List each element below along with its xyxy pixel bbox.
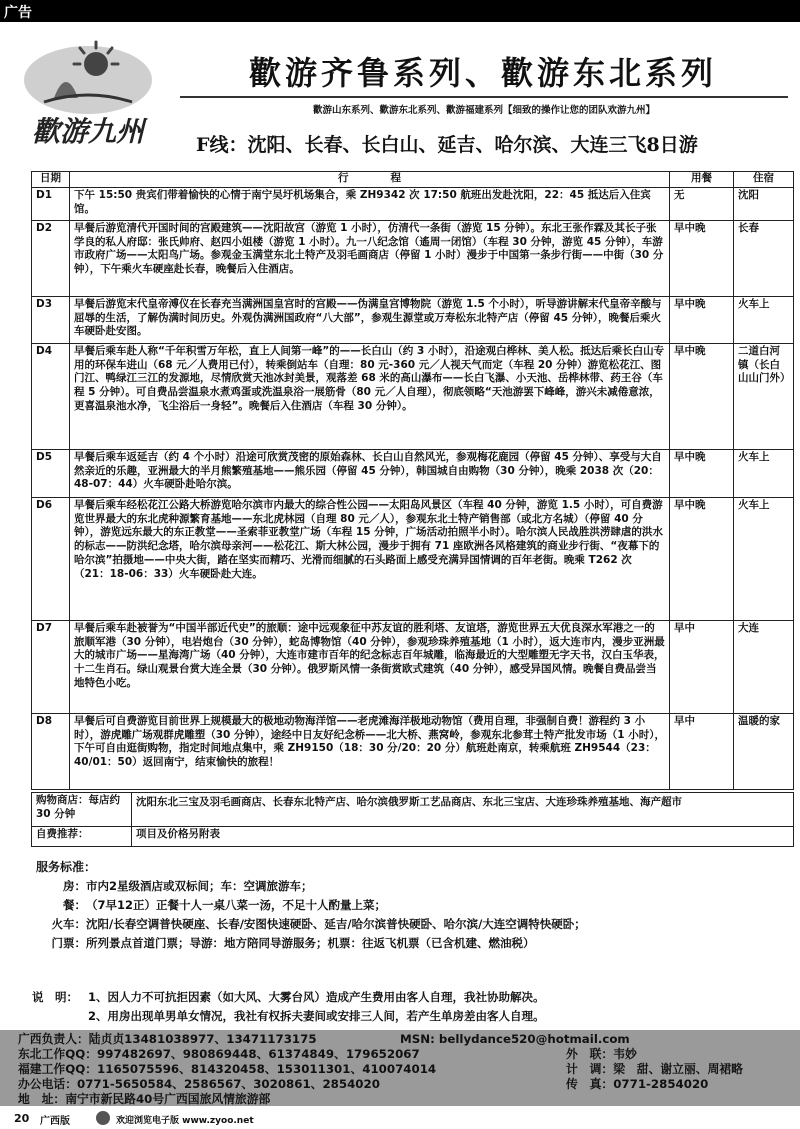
stay-cell: 火车上 — [734, 297, 794, 344]
stay-cell: 大连 — [734, 621, 794, 714]
service-value: 市内2星级酒店或双标间；车：空调旅游车； — [86, 879, 313, 893]
stay-cell: 火车上 — [734, 498, 794, 621]
contact-row — [18, 1032, 800, 1047]
optional-row — [32, 827, 794, 847]
services-heading: 服务标准： — [36, 860, 97, 874]
contact-right: MSN: bellydance520@hotmail.com — [400, 1032, 630, 1046]
notes — [32, 988, 792, 1026]
notes-label: 说 明： — [32, 990, 78, 1004]
meal-cell: 早中晚 — [670, 221, 734, 297]
contact-row — [18, 1077, 800, 1092]
stay-cell: 长春 — [734, 221, 794, 297]
website-link[interactable]: 欢迎浏览电子版 www.zyoo.net — [116, 1116, 254, 1126]
stay-cell: 二道白河镇（长白山山门外） — [734, 344, 794, 450]
itinerary-cell: 下午 15:50 贵宾们带着愉快的心情于南宁吴圩机场集合，乘 ZH9342 次 17:50 航班出发赴沈阳，22：45 抵达后入住宾馆。 — [70, 188, 670, 221]
contact-left: 办公电话：0771-5650584、2586567、3020861、2854020 — [18, 1077, 380, 1091]
sun-tree-icon — [14, 36, 162, 116]
day-cell: D5 — [32, 450, 70, 498]
edition-badge-icon — [96, 1111, 110, 1125]
meal-cell: 早中晚 — [670, 498, 734, 621]
itinerary-cell: 早餐后乘车返延吉（约 4 个小时）沿途可欣赏茂密的原始森林、长白山自然风光，参观梅花鹿园（停留 45 分钟）、享受与大自然亲近的乐趣，亚洲最大的半月熊繁殖基地——熊乐园（停留 45 分钟），韩国城自由购物（30 分钟），晚乘 2038 次（20：48-07：44）火车硬卧赴哈尔滨。 — [70, 450, 670, 498]
shops-row — [32, 793, 794, 827]
page-number: 20 — [14, 1112, 30, 1125]
service-item — [36, 896, 796, 915]
contact-block — [0, 1030, 800, 1106]
service-item — [36, 934, 796, 953]
meal-cell: 早中晚 — [670, 297, 734, 344]
contact-left: 东北工作QQ：997482697、980869448、61374849、179652067 — [18, 1047, 420, 1061]
itinerary-cell: 早餐后可自费游览目前世界上规模最大的极地动物海洋馆——老虎滩海洋极地动物馆（费用自理，非强制自费！游程约 3 小时），游虎雕广场观群虎雕塑（30 分钟），途经中日友好纪念桥——北大桥、燕窝岭，参观东北参茸土特产批发市场（1 小时），下午可自由逛街购物，指定时间地点集中，乘 ZH9150（18：30 分/20：20 分）航班赴南京，转乘航班 ZH9544（23：40/01：50）返回南宁，结束愉快的旅程！ — [70, 714, 670, 790]
service-item — [36, 915, 796, 934]
day-cell: D6 — [32, 498, 70, 621]
contact-row — [18, 1047, 800, 1062]
service-key: 房： — [63, 879, 86, 893]
meal-cell: 无 — [670, 188, 734, 221]
note-item — [32, 988, 792, 1007]
table-row — [32, 344, 794, 450]
optional-label: 自费推荐： — [32, 827, 132, 847]
main-title: 歡游齐鲁系列、歡游东北系列 — [248, 54, 717, 92]
page-footer — [0, 1108, 800, 1129]
table-row — [32, 221, 794, 297]
table-header-row — [32, 172, 794, 188]
stay-cell: 火车上 — [734, 450, 794, 498]
meal-cell: 早中晚 — [670, 344, 734, 450]
header-stay: 住宿 — [734, 172, 794, 188]
itinerary-cell: 早餐后乘车赴被誉为“中国半部近代史”的旅顺：途中远观象征中苏友谊的胜利塔、友谊塔，游览世界五大优良深水军港之一的旅顺军港（30 分钟），电岩炮台（30 分钟），蛇岛博物馆（40 分钟），参观珍珠养殖基地（1 小时），返大连市内，漫步亚洲最大的城市广场——星海湾广场（40 分钟），大连市建市百年的纪念标志百年城雕，临海最近的大型雕塑无字天书，汉白玉华表，十二生肖石。绿山观景台赏大连全景（30 分钟）。俄罗斯风情一条街赏欧式建筑（40 分钟），感受异国风情。晚餐自费品尝当地特色小吃。 — [70, 621, 670, 714]
route-title: F线：沈阳、长春、长白山、延吉、哈尔滨、大连三飞8日游 — [196, 134, 698, 156]
itinerary-cell: 早餐后游览末代皇帝溥仪在长春充当满洲国皇宫时的宫殿——伪满皇宫博物院（游览 1.5 个小时），听导游讲解末代皇帝辛酸与屈辱的生活，了解伪满时间历史。外观伪满洲国政府“八大部”，参观生源堂或万寿松东北特产店（停留 45 分钟），晚餐后乘火车硬卧赴安图。 — [70, 297, 670, 344]
note-item: 2、用房出现单男单女情况，我社有权拆夫妻间或安排三人间，若产生单房差由客人自理。 — [88, 1009, 545, 1023]
contact-right: 传 真：0771-2854020 — [566, 1077, 709, 1091]
table-row — [32, 621, 794, 714]
contact-right: 外 联：韦妙 — [566, 1047, 637, 1061]
shops-table — [31, 792, 794, 847]
day-cell: D3 — [32, 297, 70, 344]
header-meal: 用餐 — [670, 172, 734, 188]
table-row — [32, 450, 794, 498]
ad-tag-bar — [0, 0, 800, 22]
service-standards — [36, 858, 796, 953]
day-cell: D2 — [32, 221, 70, 297]
logo-text: 歡游九州 — [31, 115, 144, 148]
edition-label: 广西版 — [40, 1116, 70, 1127]
day-cell: D7 — [32, 621, 70, 714]
ad-tag-label: 广告 — [4, 5, 32, 21]
table-row — [32, 297, 794, 344]
table-row — [32, 188, 794, 221]
meal-cell: 早中 — [670, 621, 734, 714]
day-cell: D1 — [32, 188, 70, 221]
service-item — [36, 877, 796, 896]
day-cell: D4 — [32, 344, 70, 450]
shops-text: 沈阳东北三宝及羽毛画商店、长春东北特产店、哈尔滨俄罗斯工艺品商店、东北三宝店、大连珍珠养殖基地、海产超市 — [132, 793, 794, 827]
optional-text: 项目及价格另附表 — [132, 827, 794, 847]
header-itinerary: 行 程 — [70, 172, 670, 188]
service-key: 餐： — [63, 898, 86, 912]
contact-row — [18, 1062, 800, 1077]
contact-address: 地 址：南宁市新民路40号广西国旅风情旅游部 — [18, 1092, 271, 1106]
service-key: 火车： — [51, 917, 86, 931]
contact-right: 计 调：梁 甜、谢立丽、周裙略 — [566, 1062, 743, 1076]
logo — [14, 36, 162, 154]
stay-cell: 温暖的家 — [734, 714, 794, 790]
note-text: 1、因人力不可抗拒因素（如大风、大雾台风）造成产生费用由客人自理，我社协助解决。 — [88, 990, 545, 1004]
service-value: （7早12正）正餐十人一桌八菜一汤，不足十人酌量上菜； — [86, 898, 387, 912]
sub-title: 歡游山东系列、歡游东北系列、歡游福建系列【细致的操作让您的团队欢游九州】 — [312, 105, 655, 116]
table-row — [32, 498, 794, 621]
service-value: 沈阳/长春空调普快硬座、长春/安图快速硬卧、延吉/哈尔滨普快硬卧、哈尔滨/大连空调特快硬卧； — [86, 917, 586, 931]
service-value: 所列景点首道门票；导游：地方陪同导游服务；机票：往返飞机票（已含机建、燃油税） — [86, 936, 535, 950]
itinerary-cell: 早餐后乘车经松花江公路大桥游览哈尔滨市内最大的综合性公园——太阳岛风景区（车程 40 分钟，游览 1.5 小时），可自费游览世界最大的东北虎种源繁育基地——东北虎林园（自理 80 元／人），参观东北土特产销售部（或北方名城）（停留 40 分钟），游览远东最大的东正教堂——圣索菲亚教堂广场（车程 15 分钟，广场活动拍照半小时）。哈尔滨人民战胜洪涝肆虐的洪水的标志——防洪纪念塔，哈尔滨母亲河——松花江、斯大林公园，漫步于拥有 71 座欧洲各风格建筑的商业步行街、“夜幕下的哈尔滨”拍摄地——中央大街，踏在坚实而精巧、光滑而细腻的石头路面上感受充满异国情调的百年老街。晚乘 T262 次（21：18-06：33）火车硬卧赴大连。 — [70, 498, 670, 621]
title-divider — [180, 96, 788, 98]
contact-left: 福建工作QQ：1165075596、814320458、153011301、410074014 — [18, 1062, 437, 1076]
itinerary-cell: 早餐后乘车赴人称“千年积雪万年松，直上人间第一峰”的——长白山（约 3 小时），沿途观白桦林、美人松。抵达后乘长白山专用的环保车进山（68 元／人费用已付），转乘倒站车（自理：80 元-360 元／人视天气而定（车程 20 分钟）游览松花江、图门江、鸭绿江三江的发源地，尽情欣赏天池冰封美景，观落差 68 米的高山瀑布——长白飞瀑、小天池、岳桦林带、药王谷（车程 5 分钟）。可自费品尝温泉水煮鸡蛋或洗温泉浴一展筋骨（80 元／人自理），彻底领略“天池游罢下峰峰，游兴未减倦意浓，更喜温泉池水净，飞尘浴后一身轻”。晚餐后入住酒店（车程 30 分钟）。 — [70, 344, 670, 450]
itinerary-cell: 早餐后游览清代开国时间的宫殿建筑——沈阳故宫（游览 1 小时），仿清代一条街（游览 15 分钟）。东北王张作霖及其长子张学良的私人府邸：张氏帅府、赵四小姐楼（游览 1 小时）。九一八纪念馆（遙周一闭馆）（车程 30 分钟，游览 45 分钟），车游市政府广场——太阳鸟广场。参观金玉满堂东北土特产及羽毛画商店（停留 1 小时）漫步于中国第一条步行街——中街（30 分钟），下午乘火车硬座赴长春，晚餐后入住酒店。 — [70, 221, 670, 297]
table-row — [32, 714, 794, 790]
contact-row — [18, 1092, 800, 1107]
meal-cell: 早中 — [670, 714, 734, 790]
service-key: 门票： — [51, 936, 86, 950]
itinerary-table — [31, 171, 794, 822]
shops-label: 购物商店：每店约 30 分钟 — [32, 793, 132, 827]
stay-cell: 沈阳 — [734, 188, 794, 221]
header-date: 日期 — [32, 172, 70, 188]
meal-cell: 早中晚 — [670, 450, 734, 498]
contact-left: 广西负责人：陆贞贞13481038977、13471173175 — [18, 1032, 317, 1046]
day-cell: D8 — [32, 714, 70, 790]
